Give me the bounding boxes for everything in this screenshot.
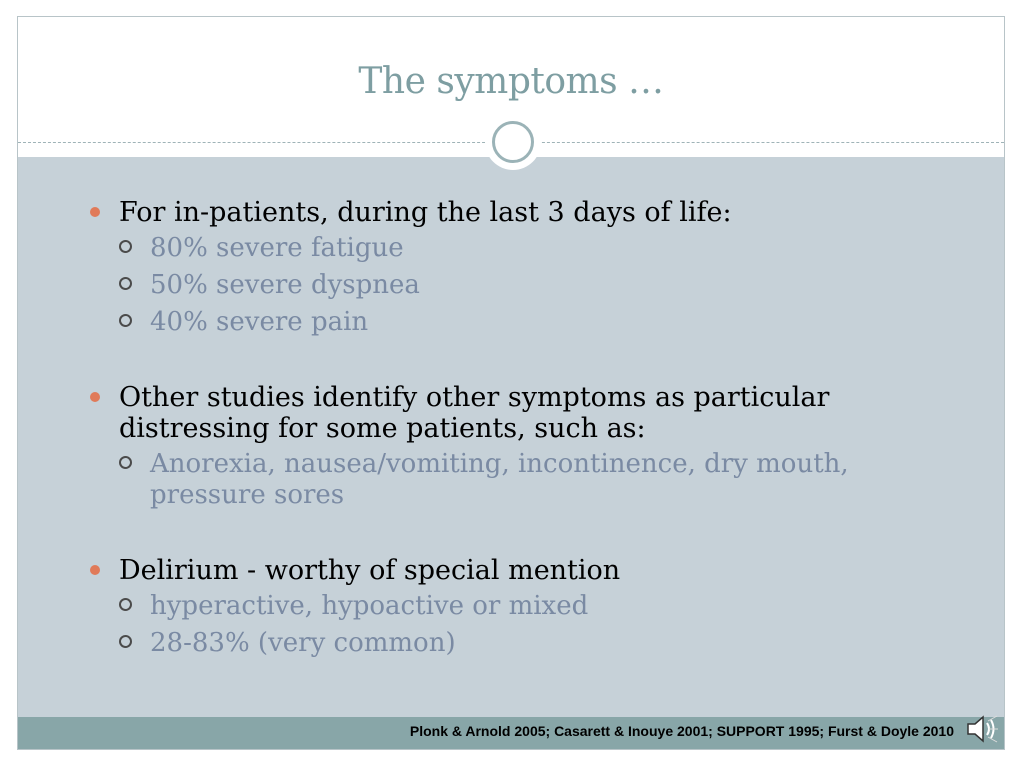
sub-item bbox=[119, 270, 918, 301]
sub-item bbox=[119, 628, 918, 659]
sub-item-text: 40% severe pain bbox=[150, 307, 369, 337]
bullet-dot-icon bbox=[90, 565, 100, 575]
sub-item-text: hyperactive, hypoactive or mixed bbox=[150, 591, 589, 621]
sub-bullet-icon bbox=[119, 240, 132, 253]
sub-item bbox=[119, 307, 918, 338]
sub-item bbox=[119, 233, 918, 264]
sub-bullet-icon bbox=[119, 635, 132, 648]
sub-item-text: 80% severe fatigue bbox=[150, 233, 404, 263]
sub-list bbox=[119, 591, 918, 659]
sub-item bbox=[119, 591, 918, 622]
sub-list bbox=[119, 233, 918, 338]
bullet-text: For in-patients, during the last 3 days of life: bbox=[119, 197, 732, 228]
bullet-dot-icon bbox=[90, 392, 100, 402]
bullet-item bbox=[88, 197, 918, 338]
sub-item bbox=[119, 449, 918, 511]
circle-ornament-icon bbox=[485, 114, 541, 170]
sub-list bbox=[119, 449, 918, 511]
slide bbox=[17, 16, 1005, 750]
sub-bullet-icon bbox=[119, 598, 132, 611]
bullet-item bbox=[88, 555, 918, 659]
bullet-text: Delirium - worthy of special mention bbox=[119, 555, 621, 586]
sub-item-text: 28-83% (very common) bbox=[150, 628, 456, 658]
bullet-list bbox=[88, 197, 918, 665]
bullet-text: Other studies identify other symptoms as particular distressing for some patients, such as: bbox=[119, 382, 830, 444]
bullet-item bbox=[88, 382, 918, 511]
spacer bbox=[88, 344, 918, 382]
sub-bullet-icon bbox=[119, 277, 132, 290]
bullet-dot-icon bbox=[90, 207, 100, 217]
sub-item-text: Anorexia, nausea/vomiting, incontinence, dry mouth, pressure sores bbox=[150, 449, 849, 510]
slide-title: The symptoms … bbox=[358, 61, 664, 102]
sub-bullet-icon bbox=[119, 456, 132, 469]
citation: Plonk & Arnold 2005; Casarett & Inouye 2001; SUPPORT 1995; Furst & Doyle 2010 bbox=[409, 723, 954, 739]
sub-item-text: 50% severe dyspnea bbox=[150, 270, 420, 300]
sub-bullet-icon bbox=[119, 314, 132, 327]
speaker-icon[interactable] bbox=[964, 711, 1000, 747]
spacer bbox=[88, 517, 918, 555]
